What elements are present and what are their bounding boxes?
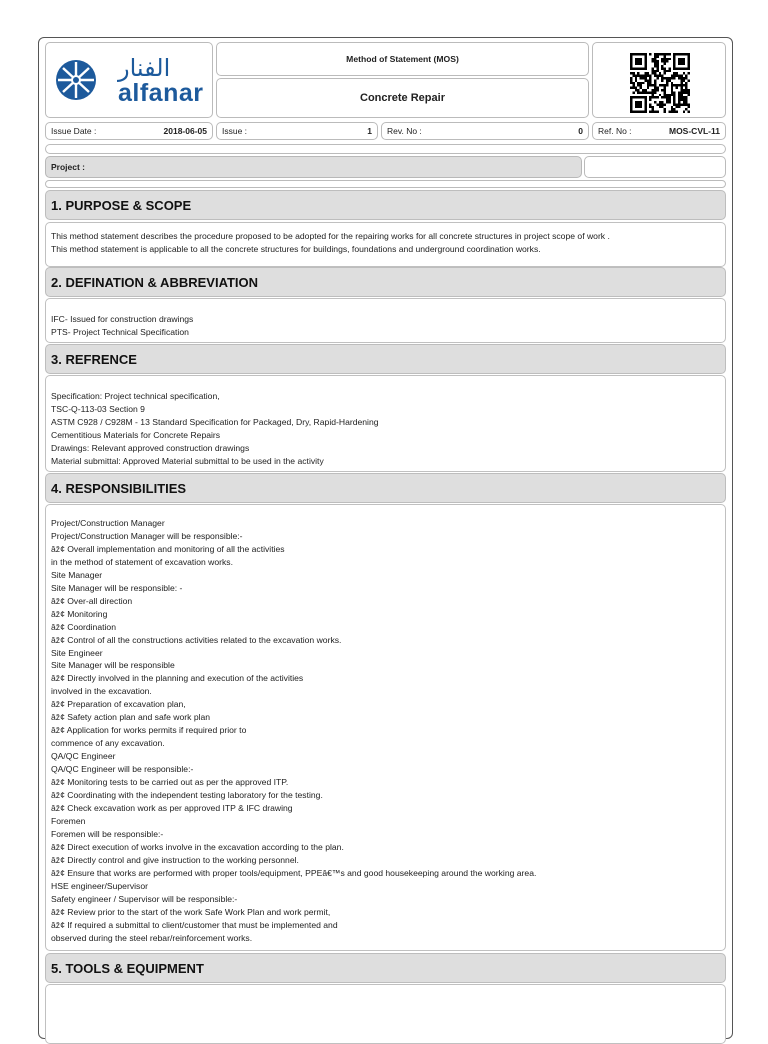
logo-arabic: الفنار	[118, 54, 171, 82]
doc-type-box	[216, 42, 589, 76]
text-line: âž¢ Over-all direction	[51, 595, 133, 606]
issue-box	[216, 122, 378, 140]
issue-label: Issue :	[222, 126, 248, 136]
text-line: âž¢ Preparation of excavation plan,	[51, 699, 186, 710]
text-line: âž¢ Overall implementation and monitoring of all the activities	[51, 543, 285, 554]
rev-label: Rev. No :	[387, 126, 422, 136]
text-line: QA/QC Engineer will be responsible:-	[51, 764, 194, 775]
text-line: commence of any excavation.	[51, 738, 165, 749]
alfanar-logo-icon	[55, 59, 97, 101]
text-line: HSE engineer/Supervisor	[51, 880, 148, 891]
text-line: Foremen	[51, 815, 86, 826]
text-line: ASTM C928 / C928M - 13 Standard Specification for Packaged, Dry, Rapid-Hardening	[51, 416, 379, 427]
text-line: Project/Construction Manager	[51, 518, 165, 528]
text-line: âž¢ Direct execution of works involve in the excavation according to the plan.	[51, 841, 344, 852]
text-line: Safety engineer / Supervisor will be responsible:-	[51, 893, 238, 904]
text-line: âž¢ Ensure that works are performed with proper tools/equipment, PPEâ€™s and good housekeeping around the working area.	[51, 867, 537, 878]
text-line: âž¢ Check excavation work as per approved ITP & IFC drawing	[51, 802, 293, 813]
text-line: Project/Construction Manager will be responsible:-	[51, 530, 243, 541]
text-line: âž¢ Review prior to the start of the work Safe Work Plan and work permit,	[51, 906, 331, 917]
ref-value: MOS-CVL-11	[668, 126, 720, 136]
rev-box	[381, 122, 589, 140]
logo-wordmark: alfanar	[118, 79, 204, 107]
text-line: Drawings: Relevant approved construction drawings	[51, 442, 250, 453]
text-line: observed during the steel rebar/reinforcement works.	[51, 932, 253, 943]
section-body-definition	[45, 298, 726, 343]
text-line: âž¢ Safety action plan and safe work plan	[51, 712, 211, 723]
text-line: This method statement describes the procedure proposed to be adopted for the repairing works for all concrete structures in project scope of work .	[51, 231, 610, 241]
text-line: involved in the excavation.	[51, 686, 152, 697]
qr-code-icon	[630, 53, 690, 113]
text-line: âž¢ Monitoring tests to be carried out as per the approved ITP.	[51, 777, 289, 788]
text-line: Site Engineer	[51, 647, 103, 658]
section-body-tools	[45, 984, 726, 1044]
text-line: PTS- Project Technical Specification	[51, 326, 189, 337]
logo-box	[45, 42, 213, 118]
section-body-purpose	[45, 222, 726, 267]
text-line: QA/QC Engineer	[51, 751, 116, 762]
rev-value: 0	[578, 126, 583, 136]
section-body-reference	[45, 375, 726, 472]
section-body-responsibilities	[45, 504, 726, 951]
section-header-definition: 2. DEFINATION & ABBREVIATION	[45, 267, 726, 297]
document-sheet	[38, 37, 733, 1039]
text-line: Cementitious Materials for Concrete Repairs	[51, 429, 221, 440]
doc-title-box	[216, 78, 589, 118]
text-line: TSC-Q-113-03 Section 9	[51, 403, 145, 414]
text-line: IFC- Issued for construction drawings	[51, 314, 194, 324]
text-line: âž¢ Directly control and give instruction to the working personnel.	[51, 854, 299, 865]
text-line: Site Manager	[51, 569, 103, 580]
project-extra-box	[584, 156, 726, 178]
text-line: âž¢ Control of all the constructions activities related to the excavation works.	[51, 634, 342, 645]
section-header-purpose: 1. PURPOSE & SCOPE	[45, 190, 726, 220]
doc-type: Method of Statement (MOS)	[346, 54, 459, 64]
issue-date-value: 2018-06-05	[163, 126, 207, 136]
issue-value: 1	[367, 126, 372, 136]
qr-box	[592, 42, 726, 118]
ref-box	[592, 122, 726, 140]
text-line: Specification: Project technical specification,	[51, 391, 220, 401]
text-line: Site Manager will be responsible: -	[51, 582, 183, 593]
text-line: âž¢ If required a submittal to client/customer that must be implemented and	[51, 919, 338, 930]
text-line: Site Manager will be responsible	[51, 660, 175, 671]
text-line: This method statement is applicable to all the concrete structures for buildings, foundations and underground coordination works.	[51, 243, 541, 254]
spacer-row-2	[45, 180, 726, 188]
spacer-row	[45, 144, 726, 154]
project-label: Project :	[51, 162, 86, 172]
text-line: âž¢ Coordinating with the independent testing laboratory for the testing.	[51, 790, 323, 801]
text-line: âž¢ Coordination	[51, 621, 116, 632]
ref-label: Ref. No :	[598, 126, 632, 136]
text-line: âž¢ Application for works permits if required prior to	[51, 725, 247, 736]
section-header-tools: 5. TOOLS & EQUIPMENT	[45, 953, 726, 983]
text-line: in the method of statement of excavation works.	[51, 556, 233, 567]
section-header-reference: 3. REFRENCE	[45, 344, 726, 374]
text-line: Material submittal: Approved Material submittal to be used in the activity	[51, 455, 324, 466]
issue-date-box	[45, 122, 213, 140]
text-line: âž¢ Monitoring	[51, 608, 108, 619]
section-header-responsibilities: 4. RESPONSIBILITIES	[45, 473, 726, 503]
issue-date-label: Issue Date :	[51, 126, 97, 136]
doc-title: Concrete Repair	[360, 92, 445, 104]
project-box	[45, 156, 582, 178]
text-line: âž¢ Directly involved in the planning and execution of the activities	[51, 673, 304, 684]
text-line: Foremen will be responsible:-	[51, 828, 164, 839]
